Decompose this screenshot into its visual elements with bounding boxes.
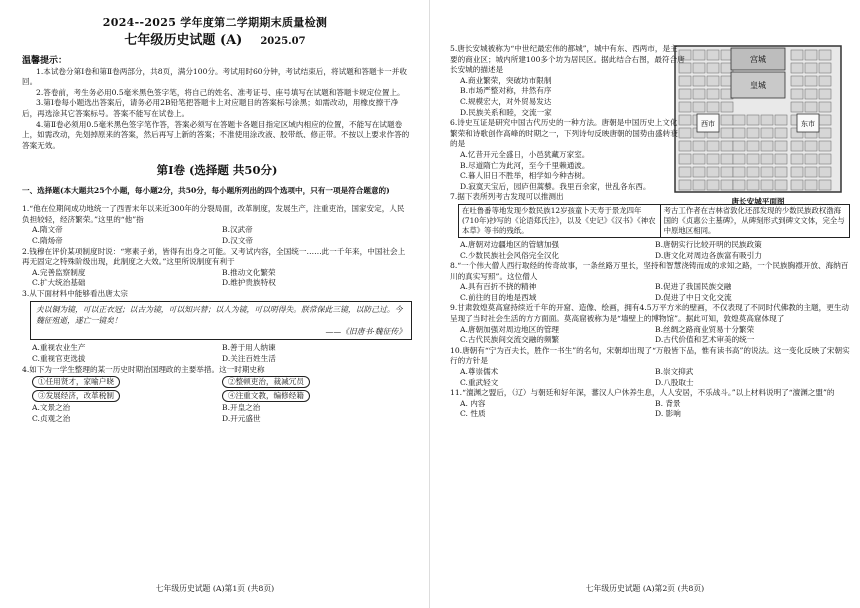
question-3-options (22, 343, 412, 364)
question-4-measures (22, 375, 412, 403)
exam-date: 2025.07 (260, 36, 306, 47)
section-instruction: 一、选择题(本大题共25个小题，每小题2分，共50分，每小题所列出的四个选项中，只有一项是符合题意的) (22, 185, 390, 195)
question-4: 4.如下为一学生整理的某一历史时期治国理政的主要举措。这一时期史称 (22, 364, 265, 374)
option: A.重视农业生产 (32, 343, 86, 353)
question-1: 1.“他在位期间成功地统一了西晋末年以来近300年的分裂局面，改革制度，发展生产，注重吏治，国家安定，人民负担较轻，经济繁荣。”这里的“他”指 (22, 204, 405, 224)
question-2: 2.钱穆在评价某项制度时说：“寒素子弟，皆得有出身之可能。又考试内容，全国统一……此一千年来，中国社会上再无固定之特殊阶级出现，此制度之大效。”这里所说制度有利于 (22, 246, 406, 267)
map-caption: 唐长安城平面图 (731, 197, 785, 206)
option: C.重视官吏选拔 (32, 354, 86, 364)
option: C.少数民族社会风俗完全汉化 (460, 250, 560, 260)
question-6-options (450, 150, 850, 192)
map-label-west-market: 西市 (701, 120, 715, 128)
option: A.忆昔开元全盛日，小邑犹藏万家室。 (460, 149, 590, 159)
option: D.汉文帝 (222, 235, 254, 245)
option: C.隋炀帝 (32, 235, 63, 245)
question-1-options (22, 225, 412, 246)
measure-item: ④注重文教，编修经籍 (222, 390, 310, 402)
option: D.寂寞天宝后，园庐但蒿藜。我里百余家，世乱各东西。 (460, 181, 651, 191)
question-9: 9.甘肃敦煌莫高窟持续近千年的开窟、造像、绘画，拥有4.5万平方米的壁画，不仅表现了不同时代佛教的主题，更生动呈现了当时社会生活的方方面面。莫高窟被称为是“墙壁上的博物馆”。据此可知，敦煌莫高窟体现了 (450, 303, 850, 324)
map-label-east-market: 东市 (801, 120, 815, 128)
option: B.唐朝实行比较开明的民族政策 (655, 239, 762, 249)
option: A.尊崇儒术 (460, 367, 499, 377)
option: A.唐朝对边疆地区的管辖加强 (460, 239, 560, 249)
option: B.丝绸之路商业贸易十分繁荣 (655, 324, 755, 334)
option: B.尽道隋亡为此河，至今千里赖通波。 (460, 160, 590, 170)
option: D.关注百姓生活 (222, 354, 276, 364)
question-5-options (450, 76, 695, 118)
option: A.完善监察制度 (32, 267, 86, 277)
table-cell: 考古工作者在吉林省敦化还邵发现的少数民族政权渤海国的《贞惠公主墓碑》，从碑刻形式到碑文文体，完全与中原地区相同。 (660, 204, 849, 237)
left-column (22, 44, 412, 424)
option: A.文景之治 (32, 403, 71, 413)
question-8: 8.“一个伟大僧人西行取经的传奇故事，一条丝路万里长，坚持和智慧浇铸而成的求知之路，一个民族胸襟开放、海纳百川的真实写照”。这位僧人 (450, 261, 849, 281)
question-6: 6.诗史互证是研究中国古代历史的一种方法。唐朝是中国历史上文化繁荣和诗歌创作高峰的时期之一，下列诗句反映唐朝的国势由盛转衰的是 (450, 118, 678, 149)
question-11: 11.“澶渊之盟后，（辽）与朝廷和好年深，蕃汉人户休养生息，人人安居，不乐战斗。”以上材料说明了“澶渊之盟”的 (450, 388, 835, 398)
question-7-options (450, 240, 850, 261)
option: C.贞观之治 (32, 413, 71, 423)
option: D.民族关系和睦，交流一家 (460, 107, 552, 117)
option: B. 背景 (655, 398, 681, 408)
measure-item: ③发展经济，改革税制 (32, 390, 120, 402)
section-title: 第Ⅰ卷 (选择题 共50分) (156, 163, 278, 178)
option: B.汉武帝 (222, 225, 253, 235)
option: A.唐朝加强对周边地区的管理 (460, 324, 560, 334)
option: C.扩大统治基础 (32, 278, 86, 288)
measure-item: ①任用贤才，家喻户晓 (32, 376, 120, 388)
option: D.八股取士 (655, 377, 694, 387)
map-label-palace: 宫城 (750, 55, 766, 64)
option: B.推动文化繁荣 (222, 267, 276, 277)
page-2 (430, 0, 860, 608)
question-11-options (450, 399, 850, 420)
question-10: 10.唐朝有“宁为百夫长，胜作一书生”的名句，宋朝却出现了“万般皆下品，惟有读书高”的说法。这一变化反映了宋朝实行的方针是 (450, 345, 850, 366)
option: C.暮人旧日不胜举，相学如今种杏树。 (460, 171, 590, 181)
tip-2: 2.答卷前，考生务必用0.5毫米黑色签字笔，将自己的姓名、准考证号、座号填写在试题和答题卡规定位置上。 (36, 87, 405, 97)
option: D.古代价值和艺术审美的统一 (655, 335, 755, 345)
option: D.促进了中日文化交流 (655, 292, 732, 302)
option: B.促进了我国民族交融 (655, 282, 732, 292)
question-3: 3.从下面材料中能够看出唐太宗 (22, 288, 128, 298)
question-9-options (450, 325, 850, 346)
option: B.善于用人纳谏 (222, 343, 276, 353)
option: D.唐文化对周边各族富有吸引力 (655, 250, 762, 260)
right-column (450, 44, 850, 420)
exam-title-text: 七年级历史试题 (A) (124, 33, 243, 48)
option: B.崇文抑武 (655, 367, 694, 377)
option: C.重武轻文 (460, 377, 499, 387)
question-2-options (22, 268, 412, 289)
tip-4: 4.第Ⅱ卷必须用0.5毫米黑色签字笔作答，答案必须写在答题卡各题目指定区域内相应的位置，不能写在试题卷上，如需改动，先划掉原来的答案，然后再写上新的答案；不准使用涂改液、胶带纸、修正带。不按以上要求作答的答案无效。 (22, 119, 410, 150)
option: B.市场严整对称，井然有序 (460, 86, 552, 96)
question-7-table (458, 204, 850, 238)
question-10-options (450, 367, 850, 388)
map-label-imperial-city: 皇城 (750, 81, 766, 90)
tip-1: 1.本试卷分第Ⅰ卷和第Ⅱ卷两部分，共8页，满分100分。考试用时60分钟，考试结束后，将试题和答题卡一并收回。 (22, 66, 407, 87)
option: A. 内容 (460, 398, 486, 408)
option: A.商业繁荣，突破坊市限制 (460, 75, 552, 85)
question-4-options (22, 403, 412, 424)
option: D. 影响 (655, 409, 681, 419)
option: C.规模宏大，对外贸易发达 (460, 96, 552, 106)
option: C.古代民族间交流交融的频繁 (460, 335, 560, 345)
question-3-quote-box (30, 301, 412, 340)
tip-3: 3.第Ⅰ卷每小题选出答案后，请务必用2B铅笔把答题卡上对应题目的答案标号涂黑；如需改动，用橡皮擦干净后，再选涂其它答案标号。答案不能写在试卷上。 (22, 98, 399, 118)
option: A.具有百折不挠的精神 (460, 282, 537, 292)
page-footer: 七年级历史试题 (A)第2页 (共8页) (585, 584, 705, 593)
quote-text: 夫以铜为镜，可以正衣冠；以古为镜，可以知兴替；以人为镜，可以明得失。朕常保此三镜，以防己过。今魏征殂逝，遂亡一镜矣！ (36, 305, 403, 326)
page-footer: 七年级历史试题 (A)第1页 (共8页) (155, 584, 275, 593)
table-cell: 在吐鲁番等地发现少数民族12岁孩童卜天寿于景龙四年(710年)抄写的《论语郑氏注》，以及《史记》《汉书》《神农本草》等书的残纸。 (459, 204, 661, 237)
tips-title: 温馨提示： (22, 56, 68, 66)
option: C. 性质 (460, 409, 486, 419)
option: C.前往的目的地是西域 (460, 292, 537, 302)
question-5: 5.唐长安城被称为“中世纪最宏伟的都城”，城中有东、西两市，是主要的商业区；城内所建100多个坊为居民区。据此结合右图，最符合唐长安城的描述是 (450, 44, 685, 75)
measure-item: ②整顿吏治，裁减冗员 (222, 376, 310, 388)
exam-year-header: 2024--2025 学年度第二学期期末质量检测 (102, 16, 328, 29)
option: D.维护贵族特权 (222, 278, 276, 288)
question-7: 7.据下表所列考古发现可以推测出 (450, 192, 564, 202)
option: A.隋文帝 (32, 225, 63, 235)
question-8-options (450, 282, 850, 303)
quote-source: ——《旧唐书·魏征传》 (325, 327, 406, 337)
option: B.开皇之治 (222, 403, 261, 413)
option: D.开元盛世 (222, 413, 261, 423)
